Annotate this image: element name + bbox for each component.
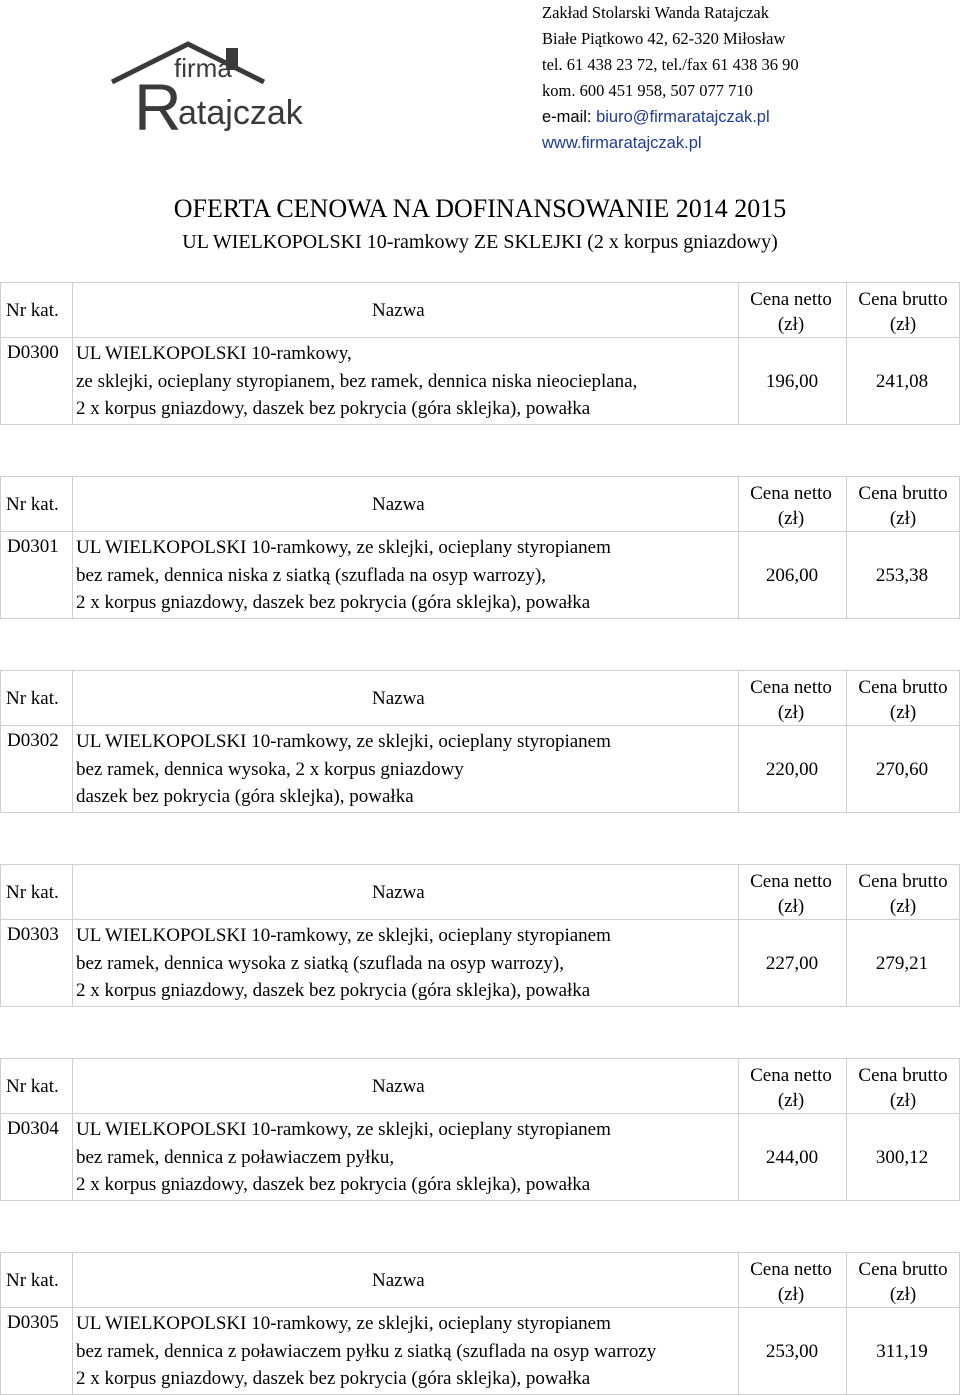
header-nr: Nr kat. — [6, 882, 59, 903]
offer-table — [0, 864, 960, 1007]
company-mobile: kom. 600 451 958, 507 077 710 — [542, 81, 753, 100]
table-divider — [846, 1252, 847, 1395]
price-net: 227,00 — [765, 953, 819, 974]
header-net — [743, 287, 839, 337]
website-link[interactable]: www.firmaratajczak.pl — [542, 134, 702, 152]
header-net — [743, 1063, 839, 1113]
logo-text-rest: atajczak — [178, 94, 303, 132]
header-gross-line2: (zł) — [889, 508, 917, 529]
description-line: bez ramek, dennica z poławiaczem pyłku, — [76, 1146, 395, 1168]
price-gross: 300,12 — [875, 1147, 929, 1168]
header-net — [743, 675, 839, 725]
description-line: 2 x korpus gniazdowy, daszek bez pokrycia (góra sklejka), powałka — [76, 1368, 591, 1389]
header-gross-line2: (zł) — [889, 1284, 917, 1305]
table-divider — [72, 670, 73, 813]
table-divider — [0, 1113, 960, 1114]
product-code: D0305 — [7, 1312, 59, 1333]
table-divider — [0, 337, 960, 338]
price-gross: 270,60 — [875, 759, 929, 780]
header-gross-line2: (zł) — [889, 702, 917, 723]
header-gross-line1: Cena brutto — [858, 1259, 948, 1280]
header-name: Nazwa — [372, 882, 425, 903]
description-line: daszek bez pokrycia (góra sklejka), powałka — [76, 786, 414, 807]
product-description — [76, 922, 736, 1005]
description-line: ze sklejki, ocieplany styropianem, bez ramek, dennica niska nieocieplana, — [76, 370, 638, 392]
company-name: Zakład Stolarski Wanda Ratajczak — [542, 3, 769, 22]
header-net-line1: Cena netto — [750, 289, 832, 310]
header-net-line2: (zł) — [777, 896, 805, 917]
description-line: UL WIELKOPOLSKI 10-ramkowy, ze sklejki, ocieplany styropianem — [76, 925, 611, 946]
header-name: Nazwa — [372, 494, 425, 515]
offer-table — [0, 1252, 960, 1395]
email-label: e-mail: — [542, 108, 597, 126]
header-net-line1: Cena netto — [750, 677, 832, 698]
email-link[interactable]: biuro@firmaratajczak.pl — [596, 108, 770, 126]
table-divider — [0, 725, 960, 726]
header-gross-line2: (zł) — [889, 896, 917, 917]
table-divider — [738, 670, 739, 813]
house-logo-icon — [108, 40, 358, 140]
header-net-line2: (zł) — [777, 1284, 805, 1305]
header-gross-line1: Cena brutto — [858, 289, 948, 310]
price-gross: 311,19 — [876, 1341, 928, 1362]
header-net-line1: Cena netto — [750, 1065, 832, 1086]
table-divider — [72, 282, 73, 425]
description-line: bez ramek, dennica z poławiaczem pyłku z siatką (szuflada na osyp warrozy — [76, 1340, 657, 1362]
price-gross: 241,08 — [875, 371, 929, 392]
product-code: D0301 — [7, 536, 59, 557]
description-line: UL WIELKOPOLSKI 10-ramkowy, ze sklejki, ocieplany styropianem — [76, 731, 611, 752]
header-net — [743, 869, 839, 919]
description-line: bez ramek, dennica wysoka z siatką (szuflada na osyp warrozy), — [76, 952, 564, 974]
description-line: bez ramek, dennica wysoka, 2 x korpus gniazdowy — [76, 758, 464, 780]
company-phone: tel. 61 438 23 72, tel./fax 61 438 36 90 — [542, 55, 799, 74]
header-gross-line2: (zł) — [889, 1090, 917, 1111]
header-gross-line1: Cena brutto — [858, 677, 948, 698]
product-code: D0302 — [7, 730, 59, 751]
header-gross — [848, 675, 958, 725]
header-name: Nazwa — [372, 1270, 425, 1291]
header-gross-line1: Cena brutto — [858, 1065, 948, 1086]
price-net: 206,00 — [765, 565, 819, 586]
header-nr: Nr kat. — [6, 1076, 59, 1097]
table-divider — [0, 919, 960, 920]
price-net: 244,00 — [765, 1147, 819, 1168]
offer-table — [0, 282, 960, 425]
price-net: 220,00 — [765, 759, 819, 780]
table-divider — [738, 1058, 739, 1201]
product-description — [76, 728, 736, 811]
description-line: 2 x korpus gniazdowy, daszek bez pokrycia (góra sklejka), powałka — [76, 592, 591, 613]
header-gross — [848, 1257, 958, 1307]
product-description — [76, 340, 736, 423]
header-net-line2: (zł) — [777, 314, 805, 335]
product-description — [76, 1310, 736, 1393]
header-gross — [848, 1063, 958, 1113]
page-title: OFERTA CENOWA NA DOFINANSOWANIE 2014 2015 — [173, 194, 787, 223]
table-divider — [846, 282, 847, 425]
product-code: D0304 — [7, 1118, 59, 1139]
header-nr: Nr kat. — [6, 1270, 59, 1291]
description-line: UL WIELKOPOLSKI 10-ramkowy, ze sklejki, ocieplany styropianem — [76, 537, 611, 558]
company-logo — [108, 40, 358, 140]
header-net — [743, 481, 839, 531]
header-gross-line1: Cena brutto — [858, 871, 948, 892]
header-gross-line1: Cena brutto — [858, 483, 948, 504]
header-name: Nazwa — [372, 1076, 425, 1097]
header-gross-line2: (zł) — [889, 314, 917, 335]
header-gross — [848, 481, 958, 531]
product-description — [76, 1116, 736, 1199]
product-code: D0300 — [7, 342, 59, 363]
offer-table — [0, 670, 960, 813]
table-divider — [846, 864, 847, 1007]
product-description — [76, 534, 736, 617]
offer-table — [0, 1058, 960, 1201]
header-nr: Nr kat. — [6, 300, 59, 321]
table-divider — [0, 531, 960, 532]
header-nr: Nr kat. — [6, 688, 59, 709]
header-net-line1: Cena netto — [750, 483, 832, 504]
header-net-line1: Cena netto — [750, 871, 832, 892]
table-divider — [72, 476, 73, 619]
table-divider — [0, 1307, 960, 1308]
table-divider — [738, 282, 739, 425]
table-divider — [72, 1058, 73, 1201]
company-address: Białe Piątkowo 42, 62-320 Miłosław — [542, 29, 786, 48]
table-divider — [846, 1058, 847, 1201]
table-divider — [738, 1252, 739, 1395]
header-net-line2: (zł) — [777, 508, 805, 529]
page-subtitle: UL WIELKOPOLSKI 10-ramkowy ZE SKLEJKI (2 x korpus gniazdowy) — [182, 231, 778, 253]
offer-table — [0, 476, 960, 619]
header-gross — [848, 287, 958, 337]
price-net: 196,00 — [765, 371, 819, 392]
email-line — [542, 104, 799, 130]
header-net — [743, 1257, 839, 1307]
table-divider — [72, 864, 73, 1007]
table-divider — [738, 864, 739, 1007]
header-name: Nazwa — [372, 300, 425, 321]
price-gross: 253,38 — [875, 565, 929, 586]
header-gross — [848, 869, 958, 919]
contact-info — [542, 0, 799, 156]
description-line: 2 x korpus gniazdowy, daszek bez pokrycia (góra sklejka), powałka — [76, 980, 591, 1001]
description-line: 2 x korpus gniazdowy, daszek bez pokrycia (góra sklejka), powałka — [76, 1174, 591, 1195]
table-divider — [846, 670, 847, 813]
header-net-line2: (zł) — [777, 1090, 805, 1111]
description-line: bez ramek, dennica niska z siatką (szuflada na osyp warrozy), — [76, 564, 547, 586]
table-divider — [738, 476, 739, 619]
description-line: UL WIELKOPOLSKI 10-ramkowy, ze sklejki, ocieplany styropianem — [76, 1119, 611, 1140]
header-nr: Nr kat. — [6, 494, 59, 515]
description-line: UL WIELKOPOLSKI 10-ramkowy, — [76, 343, 352, 364]
header-name: Nazwa — [372, 688, 425, 709]
logo-text-firma: firma — [174, 53, 232, 83]
table-divider — [846, 476, 847, 619]
header-net-line1: Cena netto — [750, 1259, 832, 1280]
description-line: 2 x korpus gniazdowy, daszek bez pokrycia (góra sklejka), powałka — [76, 398, 591, 419]
logo-text-initial: R — [134, 70, 182, 140]
table-divider — [72, 1252, 73, 1395]
description-line: UL WIELKOPOLSKI 10-ramkowy, ze sklejki, ocieplany styropianem — [76, 1313, 611, 1334]
price-gross: 279,21 — [875, 953, 929, 974]
product-code: D0303 — [7, 924, 59, 945]
header-net-line2: (zł) — [777, 702, 805, 723]
price-net: 253,00 — [765, 1341, 819, 1362]
